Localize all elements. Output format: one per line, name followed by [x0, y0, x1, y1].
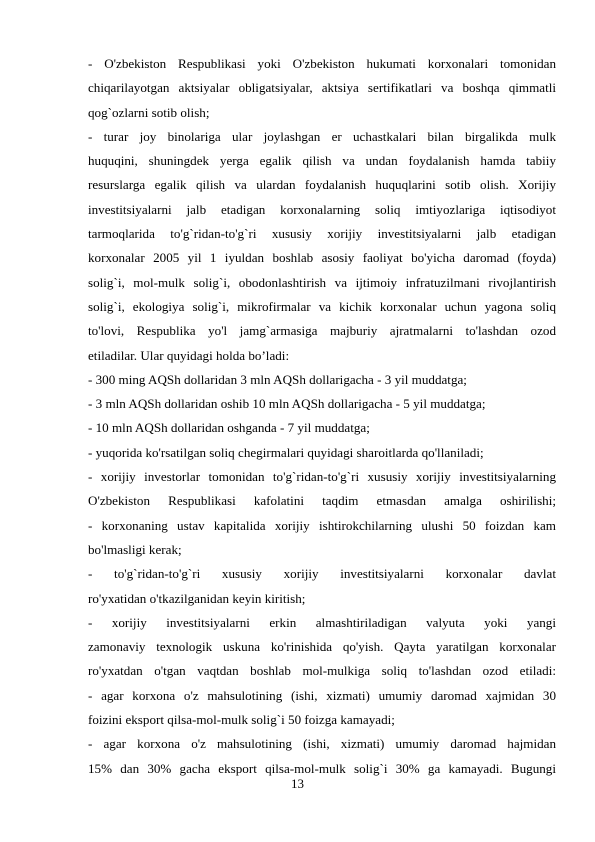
document-body [88, 52, 556, 781]
text-line: bo'lmasligi kerak; [88, 541, 182, 557]
text-line: - 10 mln AQSh dollaridan oshganda - 7 yil muddatga; [88, 420, 370, 436]
text-line: ro'yxatidan o'tkazilganidan keyin kiritish; [88, 590, 306, 606]
text-line: investitsiyalarni jalb etadigan korxonalarning soliq imtiyozlariga iqtisodiyot [88, 201, 556, 217]
text-line: - turar joy binolariga ular joylashgan er uchastkalari bilan birgalikda mulk [88, 128, 556, 144]
text-line: - yuqorida ko'rsatilgan soliq chegirmalari quyidagi sharoitlarda qo'llaniladi; [88, 444, 484, 460]
text-line: 15% dan 30% gacha eksport qilsa-mol-mulk solig`i 30% ga kamayadi. Bugungi [88, 760, 556, 776]
text-line: - to'g`ridan-to'g`ri xususiy xorijiy investitsiyalarni korxonalar davlat [88, 566, 556, 582]
text-line: huquqini, shuningdek yerga egalik qilish va undan foydalanish hamda tabiiy [88, 153, 556, 169]
text-line: chiqarilayotgan aktsiyalar obligatsiyalar, aktsiya sertifikatlari va boshqa qimmatli [88, 80, 556, 96]
page-number: 13 [291, 776, 304, 791]
text-line: - korxonaning ustav kapitalida xorijiy ishtirokchilarning ulushi 50 foizdan kam [88, 517, 556, 533]
text-line: tarmoqlarida to'g`ridan-to'g`ri xususiy xorijiy investitsiyalarni jalb etadigan [88, 226, 556, 242]
text-line: resurslarga egalik qilish va ulardan foydalanish huquqlarini sotib olish. Xorijiy [88, 177, 556, 193]
text-line: korxonalar 2005 yil 1 iyuldan boshlab asosiy faoliyat bo'yicha daromad (foyda) [88, 250, 556, 266]
text-line: - 300 ming AQSh dollaridan 3 mln AQSh dollarigacha - 3 yil muddatga; [88, 371, 467, 387]
text-line: - 3 mln AQSh dollaridan oshib 10 mln AQSh dollarigacha - 5 yil muddatga; [88, 396, 486, 412]
text-line: O'zbekiston Respublikasi kafolatini taqdim etmasdan amalga oshirilishi; [88, 493, 556, 509]
text-line: - O'zbekiston Respublikasi yoki O'zbekiston hukumati korxonalari tomonidan [88, 56, 556, 71]
text-line: solig`i, ekologiya solig`i, mikrofirmalar va kichik korxonalar uchun yagona soliq [88, 298, 556, 314]
text-line: zamonaviy texnologik uskuna ko'rinishida qo'yish. Qayta yaratilgan korxonalar [88, 639, 556, 655]
text-line: - xorijiy investitsiyalarni erkin almashtiriladigan valyuta yoki yangi [88, 614, 556, 630]
text-line: qog`ozlarni sotib olish; [88, 104, 210, 120]
text-line: solig`i, mol-mulk solig`i, obodonlashtirish va ijtimoiy infratuzilmani rivojlantirish [88, 274, 556, 290]
text-line: to'lovi, Respublika yo'l jamg`armasiga majburiy ajratmalarni to'lashdan ozod [88, 323, 556, 339]
text-line: - agar korxona o'z mahsulotining (ishi, xizmati) umumiy daromad xajmidan 30 [88, 687, 556, 703]
text-line: etiladilar. Ular quyidagi holda bo’ladi: [88, 347, 290, 363]
text-line: ro'yxatdan o'tgan vaqtdan boshlab mol-mulkiga soliq to'lashdan ozod etiladi: [88, 663, 556, 679]
text-line: foizini eksport qilsa-mol-mulk solig`i 50 foizga kamayadi; [88, 712, 395, 728]
text-line: - agar korxona o'z mahsulotining (ishi, xizmati) umumiy daromad hajmidan [88, 736, 556, 752]
text-line: - xorijiy investorlar tomonidan to'g`ridan-to'g`ri xususiy xorijiy investitsiyalarning [88, 469, 556, 485]
